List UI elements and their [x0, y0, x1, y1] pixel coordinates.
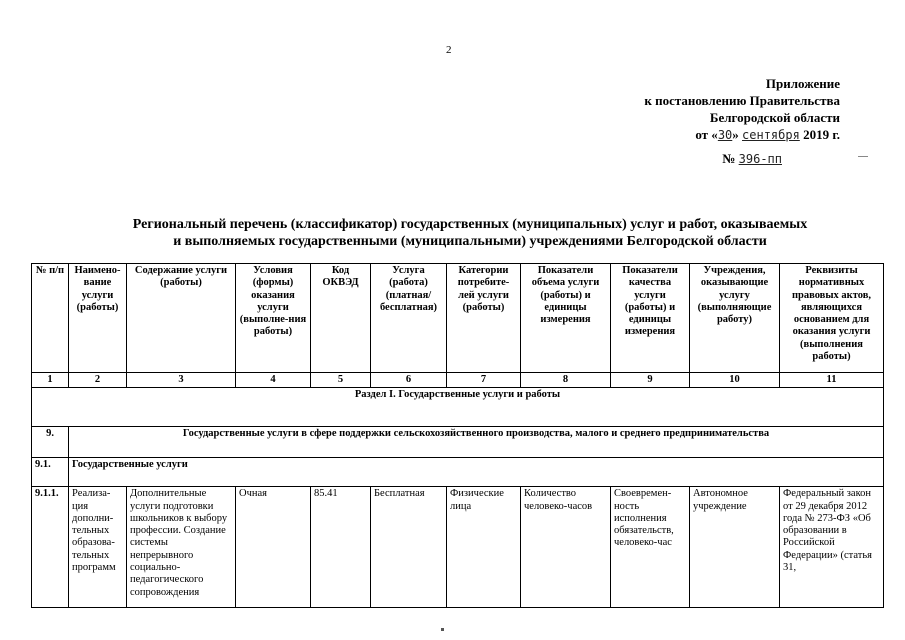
header-row [32, 264, 884, 373]
date-prefix: от « [695, 127, 718, 142]
subgroup-name: Государственные услуги [69, 458, 884, 487]
column-number: 7 [447, 373, 521, 388]
subgroup-row [32, 458, 884, 487]
cell-institutions: Автономное учреждение [690, 487, 780, 608]
appendix-line-2: к постановлению Правительства [644, 93, 840, 108]
section-row [32, 388, 884, 427]
header-cell-okved: Код ОКВЭД [311, 264, 371, 373]
column-number: 3 [127, 373, 236, 388]
appendix-title: Приложение [765, 76, 840, 91]
appendix-line-3: Белгородской области [709, 110, 840, 125]
group-name: Государственные услуги в сфере поддержки сельскохозяйственного производства, малого и среднего предпринимательства [69, 427, 884, 458]
cell-form: Очная [236, 487, 311, 608]
section-title: Раздел I. Государственные услуги и работы [32, 388, 884, 427]
scan-mark [858, 156, 868, 157]
date-mid: » [732, 127, 739, 142]
header-cell-institutions: Учреждения, оказывающие услугу (выполняющие работу) [690, 264, 780, 373]
header-cell-name: Наимено-вание услуги (работы) [69, 264, 127, 373]
header-cell-legal: Реквизиты нормативных правовых актов, являющихся основанием для оказания услуги (выполнения работы) [780, 264, 884, 373]
column-number: 2 [69, 373, 127, 388]
column-number: 5 [311, 373, 371, 388]
scan-dot [441, 628, 444, 631]
cell-code: 9.1.1. [32, 487, 69, 608]
number-prefix: № [722, 151, 736, 166]
column-number: 4 [236, 373, 311, 388]
appendix-block [600, 75, 840, 168]
date-suffix: 2019 г. [803, 127, 840, 142]
document-number [600, 150, 840, 168]
page-number: 2 [446, 44, 452, 56]
group-row [32, 427, 884, 458]
cell-volume: Количество человеко-часов [521, 487, 611, 608]
column-number: 6 [371, 373, 447, 388]
cell-quality: Своевремен-ность исполнения обязательств, человеко-час [611, 487, 690, 608]
number-value: 396-пп [738, 152, 782, 166]
column-number: 8 [521, 373, 611, 388]
header-cell-paid: Услуга (работа) (платная/ бесплатная) [371, 264, 447, 373]
cell-paid: Бесплатная [371, 487, 447, 608]
header-cell-quality: Показатели качества услуги (работы) и единицы измерения [611, 264, 690, 373]
header-cell-volume: Показатели объема услуги (работы) и единицы измерения [521, 264, 611, 373]
table-row [32, 487, 884, 608]
document-title [60, 216, 880, 250]
column-number: 1 [32, 373, 69, 388]
column-number: 11 [780, 373, 884, 388]
header-cell-consumers: Категории потребите-лей услуги (работы) [447, 264, 521, 373]
column-number: 9 [611, 373, 690, 388]
date-month: сентября [742, 128, 800, 142]
cell-name: Реализа-ция дополни-тельных образова-тельных программ [69, 487, 127, 608]
header-cell-number: № п/п [32, 264, 69, 373]
title-line-2: и выполняемых государственными (муниципальными) учреждениями Белгородской области [173, 234, 767, 249]
cell-content: Дополнительные услуги подготовки школьников к выбору профессии. Создание системы непрерывного социально-педагогического сопровождения [127, 487, 236, 608]
subgroup-code: 9.1. [32, 458, 69, 487]
header-cell-content: Содержание услуги (работы) [127, 264, 236, 373]
cell-okved: 85.41 [311, 487, 371, 608]
cell-legal: Федеральный закон от 29 декабря 2012 года № 273-ФЗ «Об образовании в Российской Федерации» (статья 31, [780, 487, 884, 608]
appendix-date [600, 126, 840, 144]
group-code: 9. [32, 427, 69, 458]
date-day: 30 [717, 128, 733, 142]
title-line-1: Региональный перечень (классификатор) государственных (муниципальных) услуг и работ, оказываемых [132, 217, 808, 232]
column-number: 10 [690, 373, 780, 388]
services-table [31, 263, 884, 608]
cell-consumers: Физические лица [447, 487, 521, 608]
column-number-row [32, 373, 884, 388]
header-cell-form: Условия (формы) оказания услуги (выполне-ния работы) [236, 264, 311, 373]
